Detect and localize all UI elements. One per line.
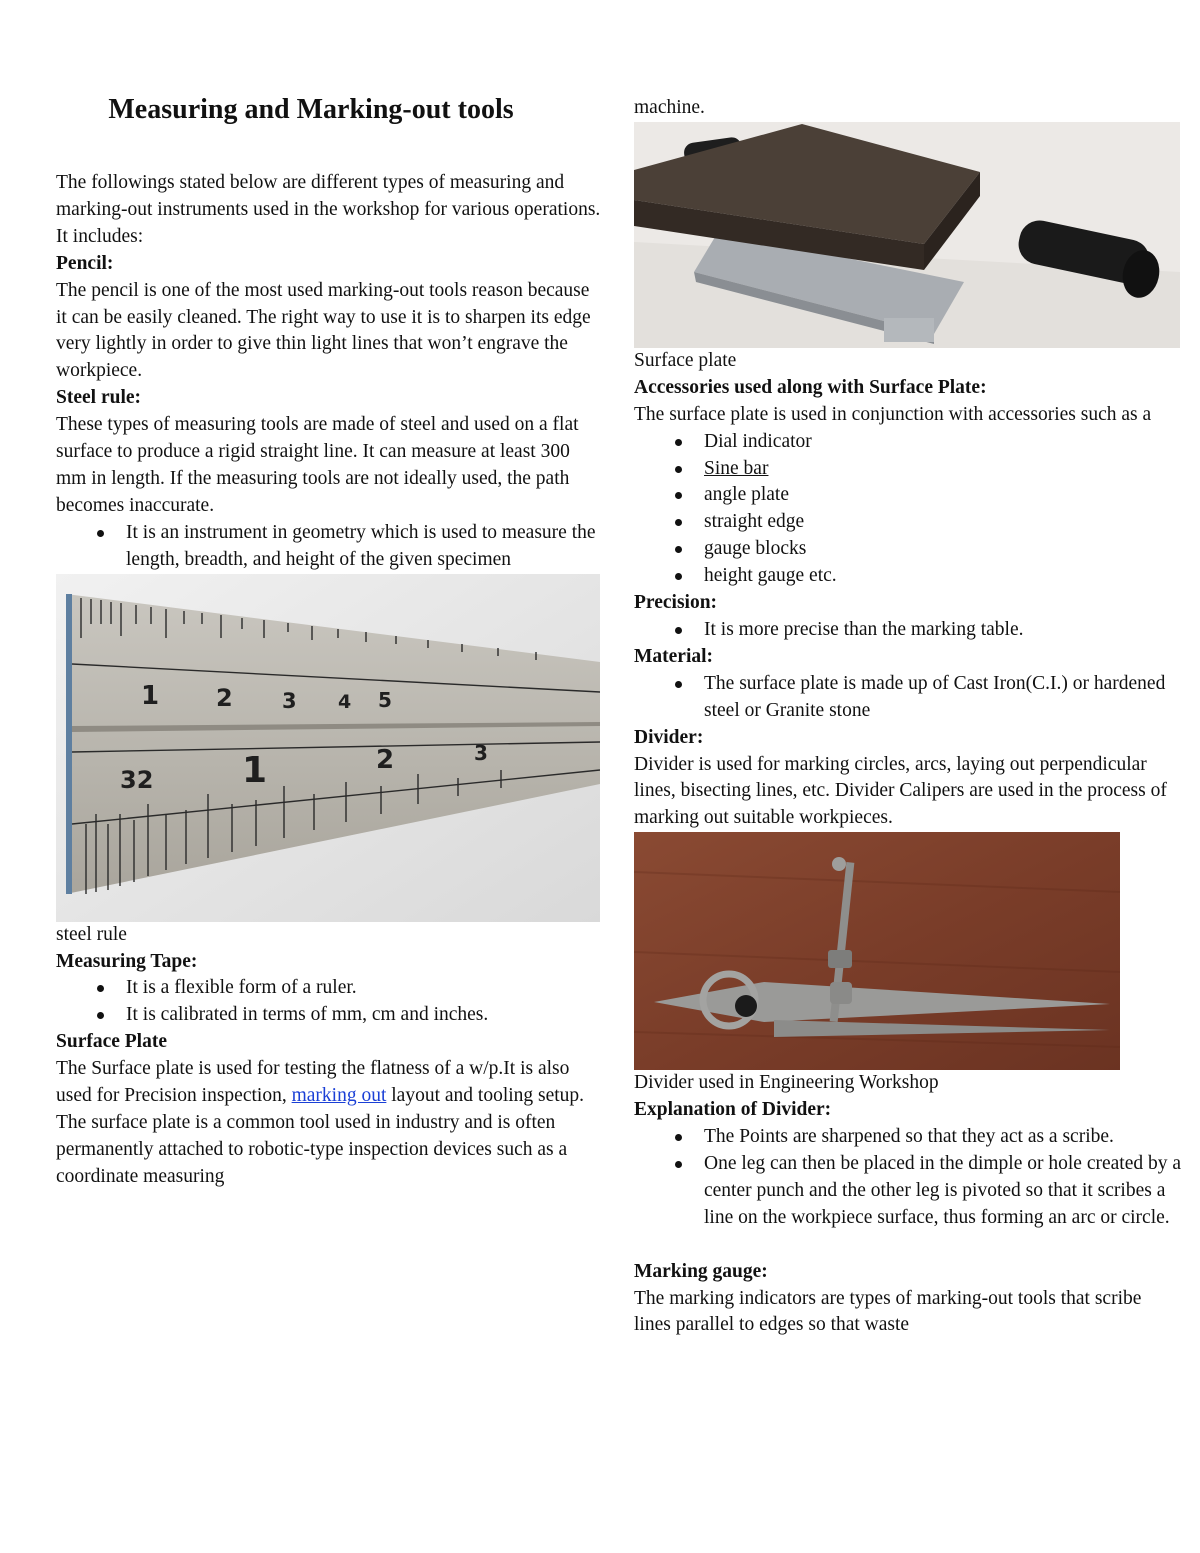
explanation-heading: Explanation of Divider: (634, 1099, 832, 1121)
surface-plate-caption: Surface plate (634, 349, 737, 371)
measuring-tape-heading: Measuring Tape: (56, 950, 198, 972)
steel-rule-list (56, 520, 604, 574)
divider-heading: Divider: (634, 726, 704, 748)
measuring-tape-list (56, 975, 604, 1029)
marking-gauge-paragraph: The marking indicators are types of marking-out tools that scribe lines parallel to edges so that waste (634, 1287, 1142, 1336)
material-list (634, 671, 1182, 725)
marking-gauge-heading: Marking gauge: (634, 1260, 768, 1282)
list-item: straight edge (704, 509, 1182, 536)
list-item: Dial indicator (704, 429, 1182, 456)
ruler-mark: 4 (338, 690, 352, 713)
list-item: gauge blocks (704, 536, 1182, 563)
list-item: It is calibrated in terms of mm, cm and inches. (126, 1002, 604, 1029)
explanation-list (634, 1124, 1182, 1232)
precision-list (634, 617, 1182, 644)
steel-rule-heading: Steel rule: (56, 387, 142, 409)
ruler-mark: 3 (282, 688, 297, 713)
list-item: The Points are sharpened so that they act as a scribe. (704, 1124, 1182, 1151)
list-item: One leg can then be placed in the dimple or hole created by a center punch and the other leg is pivoted so that it scribes a line on the workpiece surface, thus forming an arc or circle. (704, 1151, 1182, 1232)
accessories-heading: Accessories used along with Surface Plate: (634, 376, 987, 398)
surface-plate-text-a: The Surface plate is used for testing the flatness of a w/p.It is also used for Precision inspection, (56, 1058, 570, 1107)
pencil-paragraph: The pencil is one of the most used marking-out tools reason because it can be easily cleaned. The right way to use it is to sharpen its edge very lightly in order to give thin light lines that won’t engrave the workpiece. (56, 279, 591, 382)
list-item: It is a flexible form of a ruler. (126, 975, 604, 1002)
ruler-mark: 2 (376, 744, 395, 775)
ruler-mark: 3 (474, 740, 488, 765)
accessories-list (634, 429, 1182, 590)
list-item: Sine bar (704, 456, 1182, 483)
surface-plate-text-b: layout and tooling setup. (386, 1085, 585, 1107)
divider-paragraph: Divider is used for marking circles, arcs, laying out perpendicular lines, bisecting lines, etc. Divider Calipers are used in the process of marking out suitable workpieces. (634, 753, 1167, 829)
list-item: It is an instrument in geometry which is used to measure the length, breadth, and height of the given specimen (126, 520, 604, 574)
right-column (634, 95, 1182, 1339)
surface-plate-image (634, 122, 1180, 348)
ruler-mark: 5 (378, 687, 392, 712)
ruler-mark: 1 (242, 749, 268, 791)
divider-image (634, 832, 1120, 1070)
marking-out-link[interactable]: marking out (291, 1085, 387, 1107)
spacer (634, 1232, 1182, 1259)
precision-heading: Precision: (634, 592, 718, 614)
pencil-heading: Pencil: (56, 252, 114, 274)
list-item: It is more precise than the marking table. (704, 617, 1182, 644)
accessories-paragraph: The surface plate is used in conjunction with accessories such as a (634, 403, 1152, 425)
intro-paragraph: The followings stated below are different types of measuring and marking-out instruments used in the workshop for various operations. It includes: (56, 172, 601, 247)
material-heading: Material: (634, 645, 714, 667)
page-title: Measuring and Marking-out tools (108, 94, 514, 125)
steel-rule-paragraph: These types of measuring tools are made of steel and used on a flat surface to produce a rigid straight line. It can measure at least 300 mm in length. If the measuring tools are not ideally used, the path becomes inaccurate. (56, 414, 579, 516)
list-item: angle plate (704, 482, 1182, 509)
divider-caption: Divider used in Engineering Workshop (634, 1072, 939, 1094)
surface-plate-heading: Surface Plate (56, 1031, 168, 1053)
list-item: The surface plate is made up of Cast Iron(C.I.) or hardened steel or Granite stone (704, 671, 1182, 725)
steel-rule-caption: steel rule (56, 923, 127, 945)
ruler-mark: 2 (216, 683, 233, 712)
surface-plate-paragraph-2: The surface plate is a common tool used in industry and is often permanently attached to robotic-type inspection devices such as a coordinate measuring (56, 1111, 568, 1187)
list-item: height gauge etc. (704, 563, 1182, 590)
steel-rule-image (56, 574, 600, 922)
surface-plate-paragraph (56, 1056, 604, 1110)
ruler-mark: 32 (120, 765, 154, 794)
ruler-mark: 1 (141, 680, 160, 711)
left-column (56, 170, 604, 1191)
surface-plate-paragraph-2-cont: machine. (634, 97, 705, 118)
